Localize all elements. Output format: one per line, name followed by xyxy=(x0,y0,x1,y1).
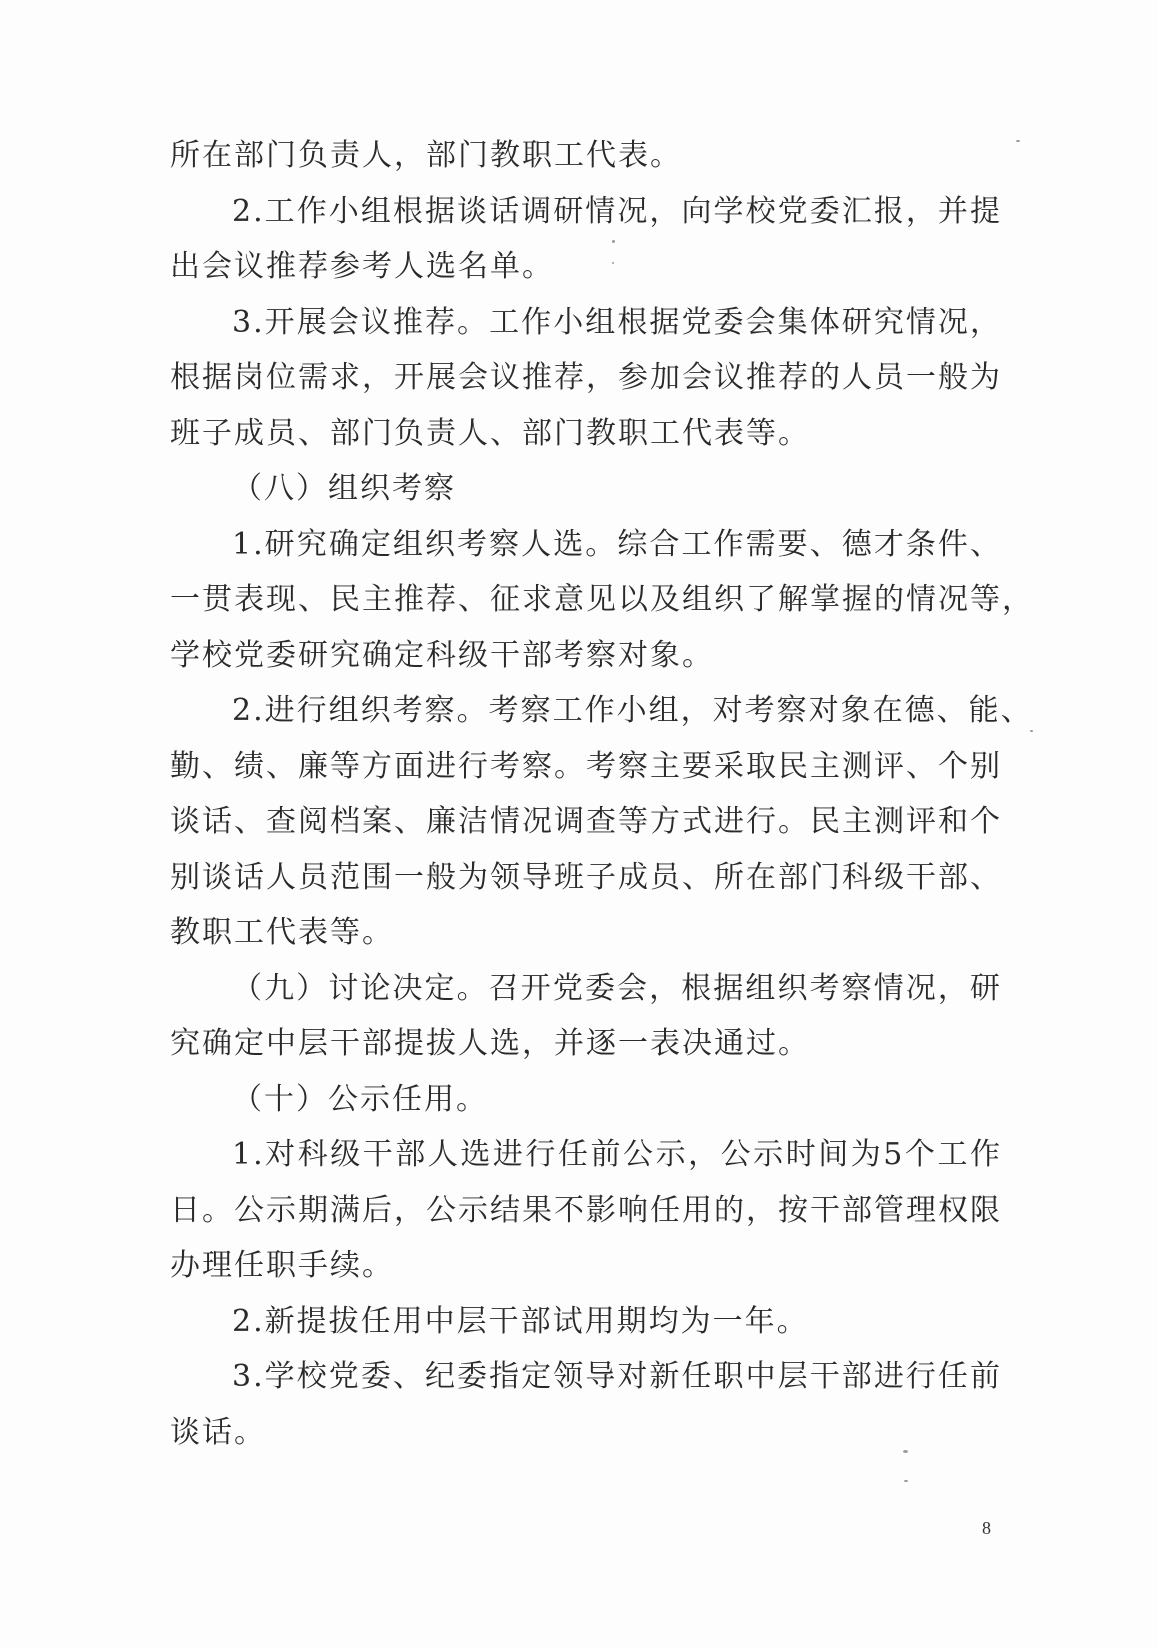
scan-speck xyxy=(903,1450,908,1453)
text-line: 究确定中层干部提拔人选，并逐一表决通过。 xyxy=(170,1026,810,1061)
text-line: 2.新提拔任用中层干部试用期均为一年。 xyxy=(232,1303,809,1339)
scan-speck xyxy=(1030,730,1033,732)
text-line: 2.工作小组根据谈话调研情况，向学校党委汇报，并提 xyxy=(232,193,1002,229)
text-line: 日。公示期满后，公示结果不影响任用的，按干部管理权限 xyxy=(170,1192,1002,1228)
text-line: 所在部门负责人，部门教职工代表。 xyxy=(170,138,682,173)
text-line: 教职工代表等。 xyxy=(170,915,394,950)
text-line: 3.学校党委、纪委指定领导对新任职中层干部进行任前 xyxy=(232,1359,1002,1394)
text-line: 1.对科级干部人选进行任前公示，公示时间为5个工作 xyxy=(232,1137,1002,1172)
text-line: 1.研究确定组织考察人选。综合工作需要、德才条件、 xyxy=(232,526,1002,562)
text-line: 根据岗位需求，开展会议推荐，参加会议推荐的人员一般为 xyxy=(170,360,1002,395)
text-line: 一贯表现、民主推荐、征求意见以及组织了解掌握的情况等， xyxy=(170,582,1034,617)
text-line: 办理任职手续。 xyxy=(170,1248,394,1283)
text-line: 3.开展会议推荐。工作小组根据党委会集体研究情况， xyxy=(232,304,1002,340)
text-line: 勤、绩、廉等方面进行考察。考察主要采取民主测评、个别 xyxy=(170,748,1002,784)
scan-speck xyxy=(612,262,614,264)
page-number: 8 xyxy=(982,1518,991,1538)
text-line: 班子成员、部门负责人、部门教职工代表等。 xyxy=(170,415,810,451)
section-heading: （十）公示任用。 xyxy=(232,1081,488,1117)
scan-speck xyxy=(612,240,615,243)
scan-speck xyxy=(904,1480,908,1482)
text-line: 谈话、查阅档案、廉洁情况调查等方式进行。民主测评和个 xyxy=(170,804,1002,839)
section-heading: （九）讨论决定。召开党委会，根据组织考察情况，研 xyxy=(232,970,1002,1006)
text-line: 出会议推荐参考人选名单。 xyxy=(170,249,554,284)
text-line: 学校党委研究确定科级干部考察对象。 xyxy=(170,637,714,673)
text-line: 别谈话人员范围一般为领导班子成员、所在部门科级干部、 xyxy=(170,859,1002,895)
section-heading: （八）组织考察 xyxy=(232,471,456,506)
text-line: 谈话。 xyxy=(170,1414,266,1450)
scan-speck xyxy=(1016,140,1020,142)
document-body xyxy=(170,128,1034,1460)
text-line: 2.进行组织考察。考察工作小组，对考察对象在德、能、 xyxy=(232,693,1033,728)
